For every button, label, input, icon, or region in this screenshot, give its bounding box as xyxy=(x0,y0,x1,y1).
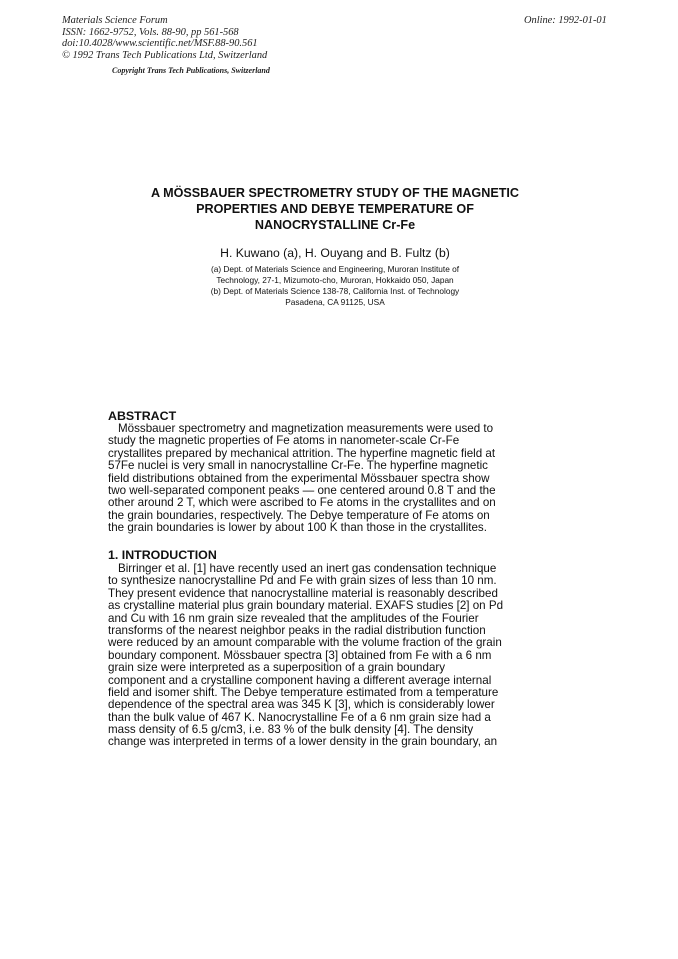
intro-line: than the bulk value of 467 K. Nanocrystalline Fe of a 6 nm grain size had a xyxy=(108,711,491,724)
abstract-line: two well-separated component peaks — one centered around 0.8 T and the xyxy=(108,484,496,497)
title-line: NANOCRYSTALLINE Cr-Fe xyxy=(254,218,416,232)
affiliation-line: (a) Dept. of Materials Science and Engineering, Muroran Institute of xyxy=(210,264,460,274)
intro-line: to synthesize nanocrystalline Pd and Fe with grain sizes of less than 10 nm. xyxy=(108,575,497,588)
abstract-body xyxy=(108,423,544,535)
intro-line: change was interpreted in terms of a lower density in the grain boundary, an xyxy=(108,736,498,749)
doi-link[interactable]: doi:10.4028/www.scientific.net/MSF.88-90.561 xyxy=(62,38,258,50)
abstract-line: other around 2 T, which were ascribed to Fe atoms in the crystallites and on xyxy=(108,497,496,510)
intro-line: Birringer et al. [1] have recently used an inert gas condensation technique xyxy=(118,563,497,575)
introduction-heading: 1. INTRODUCTION xyxy=(108,548,217,562)
abstract-heading: ABSTRACT xyxy=(108,409,177,423)
intro-line: mass density of 6.5 g/cm3, i.e. 83 % of the bulk density [4]. The density xyxy=(108,724,474,737)
abstract-line: field distributions obtained from the experimental Mössbauer spectra show xyxy=(108,472,490,485)
copyright-stamp: Copyright Trans Tech Publications, Switzerland xyxy=(112,66,270,75)
abstract-line: 57Fe nuclei is very small in nanocrystalline Cr-Fe. The hyperfine magnetic xyxy=(108,460,488,473)
title-line: PROPERTIES AND DEBYE TEMPERATURE OF xyxy=(196,202,474,216)
abstract-line: the grain boundaries is lower by about 100 K than those in the crystallites. xyxy=(108,522,487,535)
abstract-line: the grain boundaries, respectively. The Debye temperature of Fe atoms on xyxy=(108,509,490,522)
issn-line: ISSN: 1662-9752, Vols. 88-90, pp 561-568 xyxy=(62,26,239,38)
intro-line: dependence of the spectral area was 345 K [3], which is considerably lower xyxy=(108,699,495,712)
affiliations xyxy=(100,264,570,308)
title-line: A MÖSSBAUER SPECTROMETRY STUDY OF THE MAGNETIC xyxy=(150,186,520,200)
intro-line: transforms of the nearest neighbor peaks in the radial distribution function xyxy=(108,624,486,637)
affiliation-line: (b) Dept. of Materials Science 138-78, California Inst. of Technology xyxy=(210,286,460,296)
intro-line: boundary component. Mössbauer spectra [3] obtained from Fe with a 6 nm xyxy=(108,649,492,662)
abstract-line: study the magnetic properties of Fe atoms in nanometer-scale Cr-Fe xyxy=(108,435,460,448)
journal-name: Materials Science Forum xyxy=(62,15,168,26)
introduction-body xyxy=(108,563,544,749)
intro-line: component and a crystalline component having a different average internal xyxy=(108,674,492,687)
intro-line: were reduced by an amount comparable with the volume fraction of the grain xyxy=(108,637,502,650)
intro-line: and Cu with 16 nm grain size revealed that the amplitudes of the Fourier xyxy=(108,612,479,625)
journal-metadata xyxy=(62,15,267,61)
intro-line: They present evidence that nanocrystalline material is reasonably described xyxy=(108,587,498,600)
intro-line: grain size were interpreted as a superposition of a grain boundary xyxy=(108,662,446,675)
abstract-line: crystallites prepared by mechanical attrition. The hyperfine magnetic field at xyxy=(108,447,496,460)
affiliation-line: Pasadena, CA 91125, USA xyxy=(285,297,385,307)
intro-line: as crystalline material plus grain boundary material. EXAFS studies [2] on Pd xyxy=(108,600,504,613)
affiliation-line: Technology, 27-1, Mizumoto-cho, Muroran, Hokkaido 050, Japan xyxy=(216,275,454,285)
abstract-line: Mössbauer spectrometry and magnetization measurements were used to xyxy=(118,423,494,435)
online-date: Online: 1992-01-01 xyxy=(524,15,607,26)
copyright-line: © 1992 Trans Tech Publications Ltd, Switzerland xyxy=(62,49,268,61)
paper-title xyxy=(100,185,570,233)
author-list: H. Kuwano (a), H. Ouyang and B. Fultz (b) xyxy=(220,246,450,260)
intro-line: field and isomer shift. The Debye temperature estimated from a temperature xyxy=(108,686,499,699)
